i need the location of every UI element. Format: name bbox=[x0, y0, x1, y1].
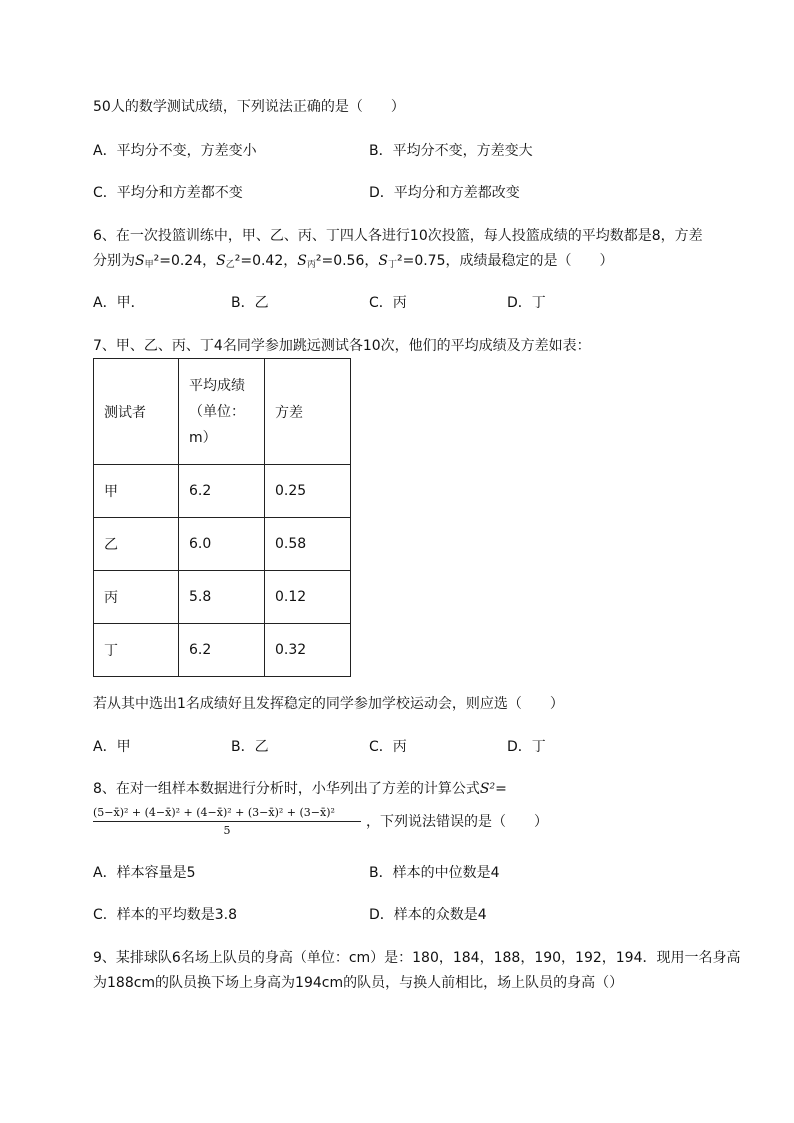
q7-score-table bbox=[93, 358, 351, 677]
variance-symbol: S bbox=[378, 253, 388, 269]
variance-bing: ²=0.56， bbox=[315, 253, 379, 269]
q8-option-d: D．样本的众数是4 bbox=[369, 907, 487, 923]
q5-option-c: C．平均分和方差都不变 bbox=[93, 185, 243, 201]
table-cell-variance: 0.58 bbox=[265, 518, 351, 571]
q8-option-b: B．样本的中位数是4 bbox=[369, 865, 500, 881]
table-cell-name: 甲 bbox=[94, 465, 179, 518]
variance-yi: ²=0.42， bbox=[234, 253, 298, 269]
variance-symbol: S bbox=[216, 253, 226, 269]
table-cell-variance: 0.25 bbox=[265, 465, 351, 518]
q8-option-c: C．样本的平均数是3.8 bbox=[93, 907, 238, 923]
variance-ding: ²=0.75，成绩最稳定的是（ ） bbox=[396, 253, 614, 269]
q8-stem-continuation: ，下列说法错误的是（ ） bbox=[366, 814, 548, 830]
table-cell-avg: 6.0 bbox=[179, 518, 265, 571]
formula-numerator: (5−x̄)² + (4−x̄)² + (4−x̄)² + (3−x̄)² + (3−x̄)² bbox=[93, 806, 335, 819]
table-row bbox=[94, 465, 351, 518]
q6-prefix: 分别为 bbox=[93, 253, 135, 269]
header-cell-tester: 测试者 bbox=[94, 359, 179, 465]
table-row bbox=[94, 624, 351, 677]
q6-option-c: C．丙 bbox=[369, 295, 407, 311]
table-cell-name: 丁 bbox=[94, 624, 179, 677]
table-cell-name: 丙 bbox=[94, 571, 179, 624]
fraction-bar bbox=[93, 821, 361, 822]
table-cell-avg: 6.2 bbox=[179, 465, 265, 518]
table-cell-variance: 0.32 bbox=[265, 624, 351, 677]
table-row bbox=[94, 518, 351, 571]
header-cell-avg-score: 平均成绩 （单位： m） bbox=[179, 359, 265, 465]
q6-option-b: B．乙 bbox=[231, 295, 269, 311]
q6-stem-line1: 6、在一次投篮训练中，甲、乙、丙、丁四人各进行10次投篮，每人投篮成绩的平均数都是8，方差 bbox=[93, 228, 703, 244]
table-cell-variance: 0.12 bbox=[265, 571, 351, 624]
q7-option-d: D．丁 bbox=[507, 739, 546, 755]
table-row bbox=[94, 571, 351, 624]
q5-stem: 50人的数学测试成绩，下列说法正确的是（ ） bbox=[93, 99, 405, 115]
q6-stem-line2 bbox=[93, 251, 614, 275]
q8-stem bbox=[93, 779, 507, 799]
subscript-jia: 甲 bbox=[144, 260, 154, 270]
table-cell-avg: 5.8 bbox=[179, 571, 265, 624]
variance-formula-lhs: S²= bbox=[479, 781, 507, 797]
variance-symbol: S bbox=[297, 253, 307, 269]
q7-option-b: B．乙 bbox=[231, 739, 269, 755]
table-cell-avg: 6.2 bbox=[179, 624, 265, 677]
subscript-ding: 丁 bbox=[387, 260, 397, 270]
subscript-bing: 丙 bbox=[306, 260, 316, 270]
variance-symbol: S bbox=[135, 253, 145, 269]
q9-stem-line1: 9、某排球队6名场上队员的身高（单位：cm）是：180，184，188，190，192，194．现用一名身高 bbox=[93, 950, 741, 966]
q9-stem-line2: 为188cm的队员换下场上身高为194cm的队员，与换人前相比，场上队员的身高（） bbox=[93, 975, 624, 991]
variance-jia: ²=0.24， bbox=[153, 253, 217, 269]
subscript-yi: 乙 bbox=[225, 260, 235, 270]
q5-option-d: D．平均分和方差都改变 bbox=[369, 185, 520, 201]
q7-stem: 7、甲、乙、丙、丁4名同学参加跳远测试各10次，他们的平均成绩及方差如表： bbox=[93, 338, 591, 354]
table-cell-name: 乙 bbox=[94, 518, 179, 571]
q8-option-a: A．样本容量是5 bbox=[93, 865, 196, 881]
q6-option-d: D．丁 bbox=[507, 295, 546, 311]
formula-denominator: 5 bbox=[223, 824, 231, 837]
q7-option-c: C．丙 bbox=[369, 739, 407, 755]
q7-option-a: A．甲 bbox=[93, 739, 131, 755]
q8-stem-text: 8、在对一组样本数据进行分析时，小华列出了方差的计算公式 bbox=[93, 781, 480, 797]
q5-option-b: B．平均分不变，方差变大 bbox=[369, 143, 533, 159]
table-header-row bbox=[94, 359, 351, 465]
header-cell-variance: 方差 bbox=[265, 359, 351, 465]
q7-question: 若从其中选出1名成绩好且发挥稳定的同学参加学校运动会，则应选（ ） bbox=[93, 696, 564, 712]
q5-option-a: A．平均分不变，方差变小 bbox=[93, 143, 257, 159]
variance-formula bbox=[93, 806, 361, 837]
q6-option-a: A．甲． bbox=[93, 295, 145, 311]
